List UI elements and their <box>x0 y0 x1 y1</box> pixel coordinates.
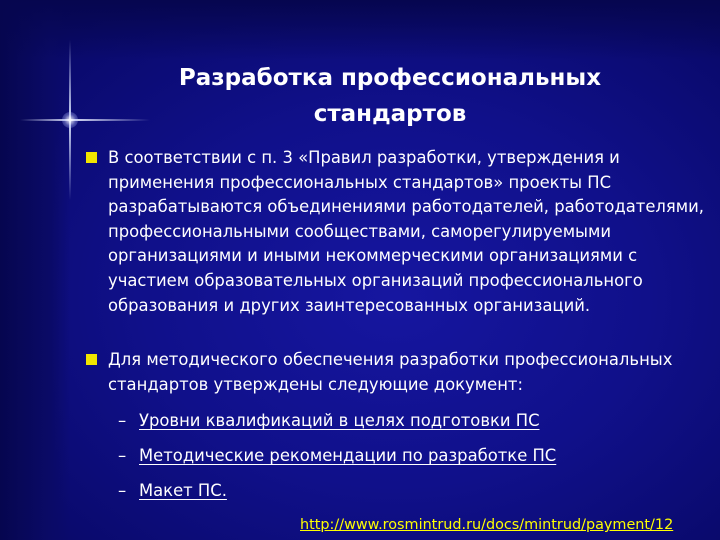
bullet-text: В соответствии с п. 3 «Правил разработки, утверждения и применения профессиональных стандартов» проекты ПС разрабатываются объединениями работодателей, работодателями, профессиональными сообществами, саморегулируемыми организациями и иными некоммерческими организациями с участием образовательных организаций профессионального образования и других заинтересованных организаций. <box>108 148 704 315</box>
sub-item-methodical-recommendations[interactable] <box>118 445 556 467</box>
sub-item-ps-layout[interactable] <box>118 480 227 502</box>
top-decorative-band <box>0 0 720 60</box>
slide-title-line-2: стандартов <box>313 101 467 127</box>
bullet-item <box>86 146 710 318</box>
square-bullet-icon <box>86 152 97 163</box>
bullet-text: Для методического обеспечения разработки профессиональных стандартов утверждены следующие документ: <box>108 350 673 394</box>
sub-item-link[interactable]: Уровни квалификаций в целях подготовки ПС <box>139 411 540 430</box>
dash-marker: – <box>118 411 127 430</box>
footer-url-link[interactable]: http://www.rosmintrud.ru/docs/mintrud/payment/12 <box>300 517 674 533</box>
sub-item-qualification-levels[interactable] <box>118 410 540 432</box>
sub-item-link[interactable]: Макет ПС. <box>139 481 227 500</box>
left-decorative-band <box>0 0 70 540</box>
dash-marker: – <box>118 481 127 500</box>
dash-marker: – <box>118 446 127 465</box>
square-bullet-icon <box>86 354 97 365</box>
slide-title-line-1: Разработка профессиональных <box>178 65 602 91</box>
sparkle-star-icon <box>62 112 78 128</box>
bullet-item <box>86 348 710 397</box>
sub-item-link[interactable]: Методические рекомендации по разработке ПС <box>139 446 557 465</box>
slide-title <box>130 60 650 132</box>
